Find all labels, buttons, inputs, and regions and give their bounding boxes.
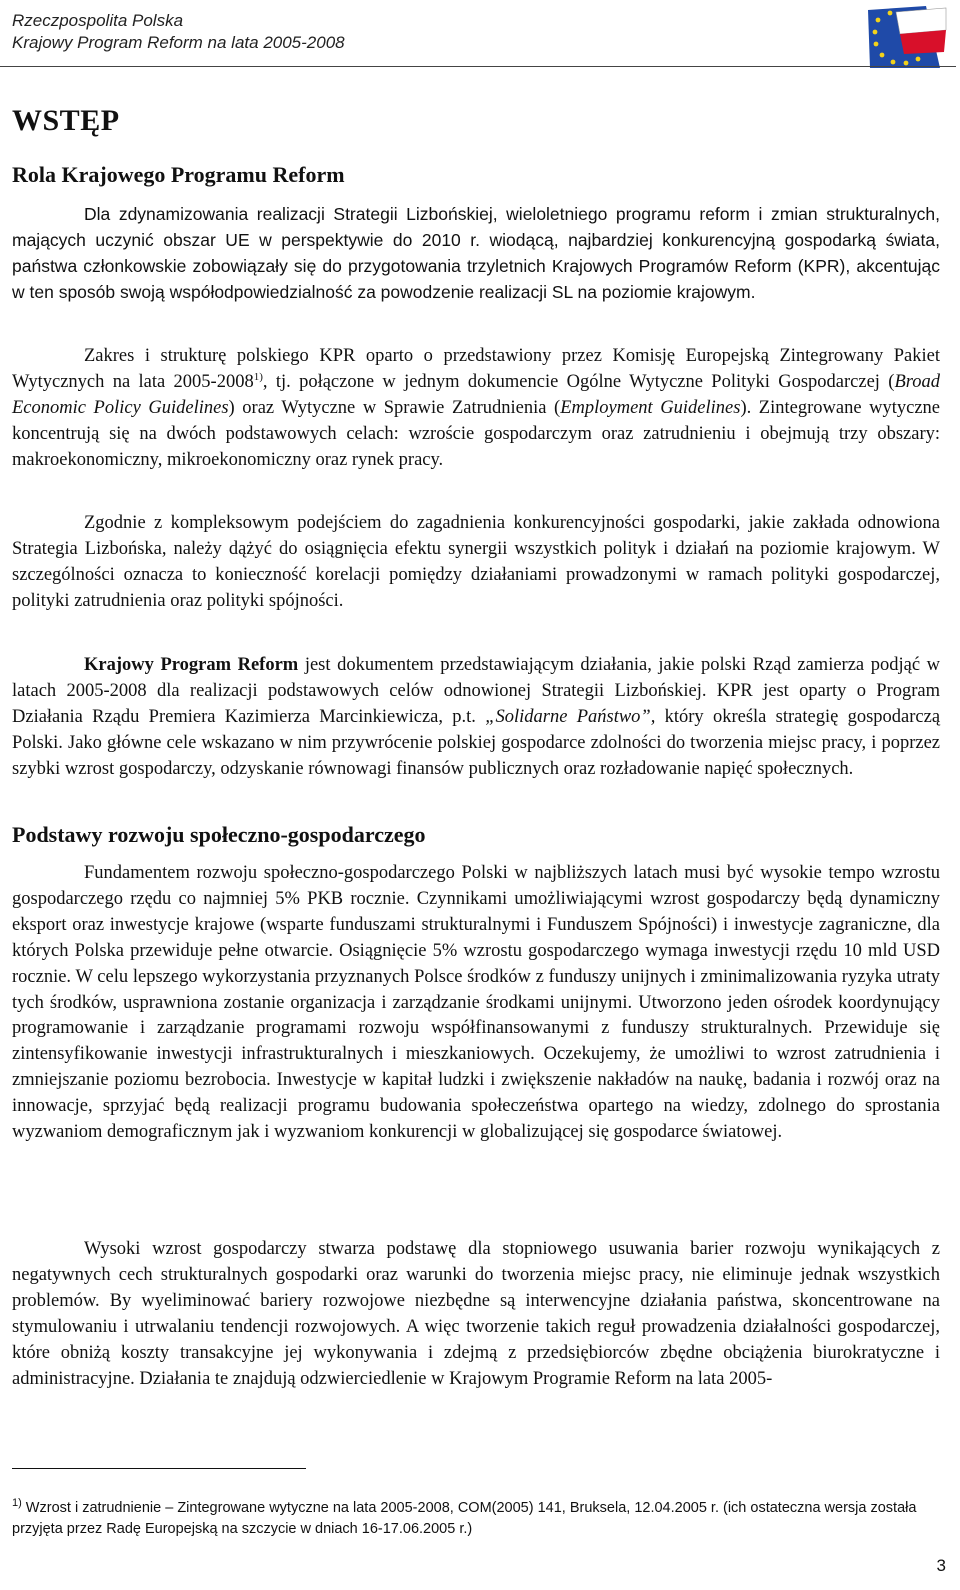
header-country: Rzeczpospolita Polska <box>12 11 184 30</box>
paragraph-2 <box>12 344 940 474</box>
section-heading-role: Rola Krajowego Programu Reform <box>12 162 345 187</box>
main-heading: WSTĘP <box>12 104 120 137</box>
paragraph-2-text-d: ) oraz Wytyczne w Sprawie Zatrudnienia ( <box>228 397 561 418</box>
footnote-divider <box>12 1468 306 1469</box>
paragraph-2-italic-eg: Employment Guidelines <box>560 397 741 418</box>
footnote-text: Wzrost i zatrudnienie – Zintegrowane wytyczne na lata 2005-2008, COM(2005) 141, Bruksela, 12.04.2005 r. (ich ostateczna wersja została przyjęta przez Radę Europejską na szczycie w dniach 16-17.06.2005 r.) <box>12 1500 917 1537</box>
header-program-title: Krajowy Program Reform na lata 2005-2008 <box>12 33 345 52</box>
footnote-reference: 1) <box>253 370 263 383</box>
paragraph-2-italic-bepg: Broad Economic Policy Guidelines <box>12 371 941 418</box>
document-header <box>12 10 345 54</box>
poland-eu-flag-logo-icon <box>866 4 948 70</box>
paragraph-6: Wysoki wzrost gospodarczy stwarza podstawę dla stopniowego usuwania barier rozwoju wynikających z negatywnych cech strukturalnych gospodarki oraz warunki do tworzenia miejsc pracy, nie eliminuje jednak wszystkich problemów. By wyeliminować bariery rozwojowe niezbędne są interwencyjne działania państwa, skoncentrowane na stymulowaniu i utrwalaniu tendencji rozwojowych. A więc tworzenie takich reguł prowadzenia działalności gospodarczej, które obniżą koszty transakcyjne jej wykonywania i zdejmą z przedsiębiorców zbędne obciążenia biurokratyczne i administracyjne. Działania te znajdują odzwierciedlenie w Krajowym Programie Reform na lata 2005- <box>12 1239 940 1389</box>
footnote-marker: 1) <box>12 1497 22 1510</box>
paragraph-2-text-a: Zakres i strukturę polskiego KPR oparto o przedstawiony przez Komisję Europejską Zintegrowany Pakiet Wytycznych na lata 2005-2008 <box>12 346 940 392</box>
page-number: 3 <box>936 1556 946 1575</box>
paragraph-1: Dla zdynamizowania realizacji Strategii Lizbońskiej, wieloletniego programu reform i zmian strukturalnych, mających uczynić obszar UE w perspektywie do 2010 r. wiodącą, najbardziej konkurencyjną gospodarką świata, państwa członkowskie zobowiązały się do przygotowania trzyletnich Krajowych Programów Reform (KPR), akcentując w ten sposób swoją współodpowiedzialność za powodzenie realizacji SL na poziomie krajowym. <box>12 204 940 302</box>
section-heading-foundations: Podstawy rozwoju społeczno-gospodarczego <box>12 822 426 847</box>
paragraph-4 <box>12 653 940 783</box>
paragraph-4-text-b: który określa strategię gospodarczą Polski. Jako główne cele wskazano w nim przywrócenie polskiej gospodarce zdolności do tworzenia miejsc pracy, i poprzez szybki wzrost gospodarczy, odzyskanie równowagi finansów publicznych oraz rozładowanie napięć społecznych. <box>12 706 941 779</box>
paragraph-4-bold-kpr: Krajowy Program Reform <box>84 655 299 675</box>
paragraph-4-italic-title: „Solidarne Państwo”, <box>485 706 656 727</box>
paragraph-2-text-b: , tj. połączone w jednym dokumencie Ogólne Wytyczne Polityki Gospodarczej ( <box>262 371 895 392</box>
paragraph-2-text-f: ). Zintegrowane wytyczne koncentrują się na dwóch podstawowych celach: wzroście gospodarczym oraz zatrudnieniu i obejmują trzy obszary: makroekonomiczny, mikroekonomiczny oraz rynek pracy. <box>12 397 941 470</box>
header-divider <box>0 66 956 67</box>
footnote <box>12 1498 942 1540</box>
paragraph-5: Fundamentem rozwoju społeczno-gospodarczego Polski w najbliższych latach musi być wysokie tempo wzrostu gospodarczego rzędu co najmniej 5% PKB rocznie. Czynnikami umożliwiającymi wzrost gospodarczy będą dynamiczny eksport oraz inwestycje krajowe (wsparte funduszami strukturalnymi i Funduszem Spójności) i inwestycje zagraniczne, dla których Polska przewiduje pełne otwarcie. Osiągnięcie 5% wzrostu gospodarczego wymaga inwestycji rzędu 10 mld USD rocznie. W celu lepszego wykorzystania przyznanych Polsce środków z funduszy unijnych i zminimalizowania ryzyka utraty tych środków, usprawniona zostanie organizacja i zarządzanie środkami unijnymi. Utworzono jeden ośrodek koordynujący programowanie i zarządzanie programami rozwoju współfinansowanymi z funduszy strukturalnych. Przewiduje się zintensyfikowanie inwestycji infrastrukturalnych i mieszkaniowych. Oczekujemy, że umożliwi to wzrost zatrudnienia i zmniejszanie poziomu bezrobocia. Inwestycje w kapitał ludzki i zwiększenie nakładów na naukę, badania i rozwój oraz na innowacje, sprzyjać będą realizacji programu budowania społeczeństwa opartego na wiedzy, zdolnego do sprostania wyzwaniom demograficznym jak i wyzwaniom konkurencji w globalizującej się gospodarce światowej. <box>12 863 940 1143</box>
paragraph-3: Zgodnie z kompleksowym podejściem do zagadnienia konkurencyjności gospodarki, jakie zakłada odnowiona Strategia Lizbońska, należy dążyć do osiągnięcia efektu synergii wszystkich polityk i działań na poziomie krajowym. W szczególności oznacza to konieczność korelacji pomiędzy działaniami prowadzonymi w ramach polityki gospodarczej, polityki zatrudnienia oraz polityki spójności. <box>12 513 940 611</box>
paragraph-4-text-a: jest dokumentem przedstawiającym działania, jakie polski Rząd zamierza podjąć w latach 2005-2008 dla realizacji podstawowych celów odnowionej Strategii Lizbońskiej. KPR jest oparty o Program Działania Rządu Premiera Kazimierza Marcinkiewicza, p.t. <box>12 655 940 727</box>
